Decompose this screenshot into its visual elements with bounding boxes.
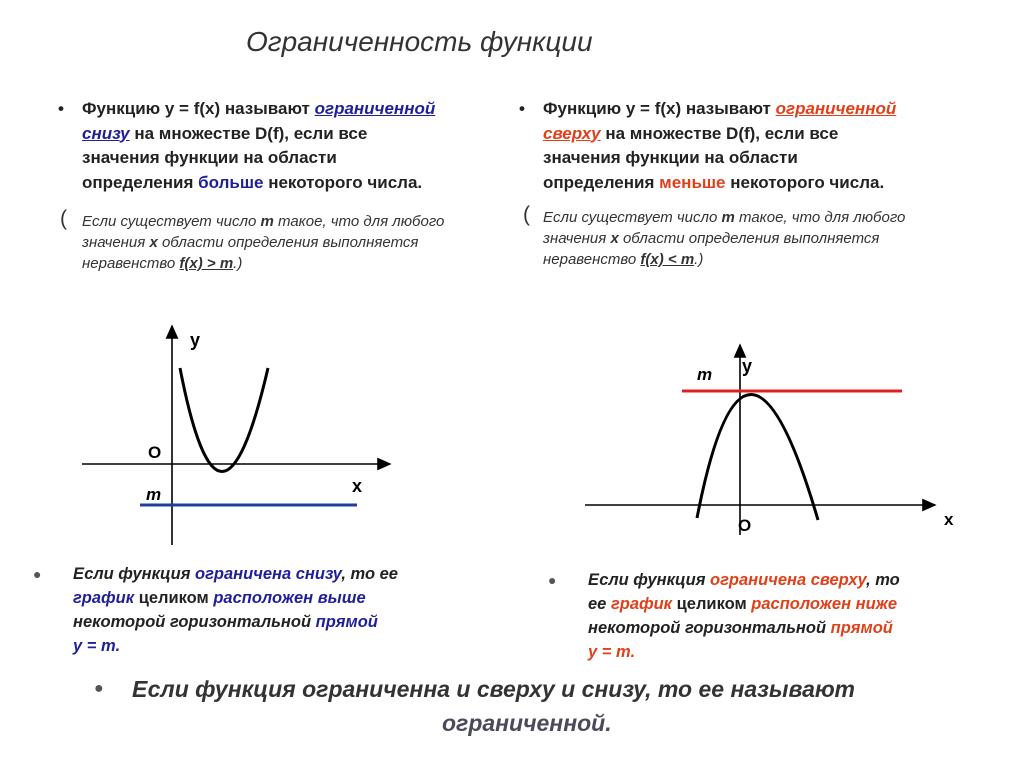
left-note-inequality: f(x) > m xyxy=(179,255,234,272)
left-note-x: x xyxy=(149,234,158,251)
left-def-highlight: больше xyxy=(198,172,264,192)
left-concl-eq: y = m. xyxy=(73,637,121,655)
right-conclusion xyxy=(548,568,1008,664)
left-concl-line: прямой xyxy=(315,613,378,631)
right-def-highlight: меньше xyxy=(659,172,726,192)
left-note-m: m xyxy=(260,213,274,230)
left-concl-text4: некоторой горизонтальной xyxy=(73,613,316,631)
page-title: Ограниченность функции xyxy=(246,26,593,57)
left-def-text2: значения функции на области xyxy=(82,148,337,167)
right-concl-text5: некоторой горизонтальной xyxy=(588,619,831,637)
left-y-label: y xyxy=(190,330,201,350)
right-concl-eq: y = m. xyxy=(588,643,636,661)
right-def-prefix: Функцию y = f(x) называют xyxy=(543,99,776,118)
right-note-end: .) xyxy=(694,251,704,268)
left-def-text1: на множестве D(f), если все xyxy=(129,123,368,143)
left-note-text1b: такое, что для любого xyxy=(273,213,445,230)
left-concl-above: расположен выше xyxy=(213,589,366,607)
right-y-label: y xyxy=(742,356,753,376)
right-x-label: x xyxy=(944,510,954,529)
right-note-text2: значения xyxy=(543,230,611,247)
right-parabola xyxy=(697,394,818,520)
right-def-term2: сверху xyxy=(543,123,601,143)
right-graph xyxy=(585,345,954,535)
right-note-inequality: f(x) < m xyxy=(640,251,695,268)
left-concl-text2: , то ее xyxy=(341,565,398,583)
left-conclusion xyxy=(33,562,493,658)
right-concl-graph: график xyxy=(610,595,673,613)
left-note-end: .) xyxy=(233,255,243,272)
final-text-line1: Если функция ограниченна и сверху и снизу, то ее называют xyxy=(132,676,855,702)
left-def-term: ограниченной xyxy=(314,99,436,118)
right-def-end: некоторого числа. xyxy=(725,172,885,192)
left-def-end: некоторого числа. xyxy=(263,172,423,192)
right-def-text2: значения функции на области xyxy=(543,148,798,167)
bullet-icon: ● xyxy=(33,566,42,582)
left-note-paren: ( xyxy=(60,207,67,230)
right-concl-line: прямой xyxy=(830,619,893,637)
right-def-text1: на множестве D(f), если все xyxy=(600,123,839,143)
bullet-icon: ● xyxy=(94,680,104,697)
right-concl-text1: Если функция xyxy=(588,571,711,589)
left-parabola xyxy=(180,368,268,472)
final-statement xyxy=(94,672,992,740)
right-def-text3: определения xyxy=(543,172,660,192)
right-concl-below: расположен ниже xyxy=(751,595,898,613)
left-def-text3: определения xyxy=(82,172,199,192)
left-m-label: m xyxy=(146,485,162,504)
left-concl-text1: Если функция xyxy=(73,565,196,583)
right-note-x: x xyxy=(610,230,619,247)
left-x-label: x xyxy=(352,476,363,496)
right-origin-label: O xyxy=(738,516,752,535)
left-note-text1: Если существует число xyxy=(82,213,261,230)
right-m-label: m xyxy=(697,365,713,384)
left-note-text3: неравенство xyxy=(82,255,180,272)
bullet-icon: ● xyxy=(548,572,557,588)
right-concl-text3: ее xyxy=(588,595,611,613)
right-note-text2b: области определения выполняется xyxy=(618,230,880,247)
right-note-text1b: такое, что для любого xyxy=(734,209,906,226)
left-def-prefix: Функцию y = f(x) называют xyxy=(82,99,315,118)
left-graph xyxy=(82,326,390,545)
left-concl-text3: целиком xyxy=(134,589,214,607)
left-note-text2: значения xyxy=(82,234,150,251)
right-note-text1: Если существует число xyxy=(543,209,722,226)
right-note-paren: ( xyxy=(523,203,530,226)
bullet-icon: • xyxy=(58,99,64,118)
left-def-term2: снизу xyxy=(82,123,130,143)
bullet-icon: • xyxy=(519,99,525,118)
left-concl-highlight: ограничена снизу xyxy=(195,565,342,583)
right-note-m: m xyxy=(721,209,735,226)
right-def-term: ограниченной xyxy=(775,99,897,118)
left-note-text2b: области определения выполняется xyxy=(157,234,419,251)
left-concl-graph: график xyxy=(73,589,135,607)
final-text-line2: ограниченной. xyxy=(442,710,612,736)
right-concl-text2: , то xyxy=(866,571,900,589)
right-note-text3: неравенство xyxy=(543,251,641,268)
left-origin-label: O xyxy=(148,443,162,462)
right-concl-highlight: ограничена сверху xyxy=(710,571,867,589)
right-concl-text4: целиком xyxy=(672,595,752,613)
